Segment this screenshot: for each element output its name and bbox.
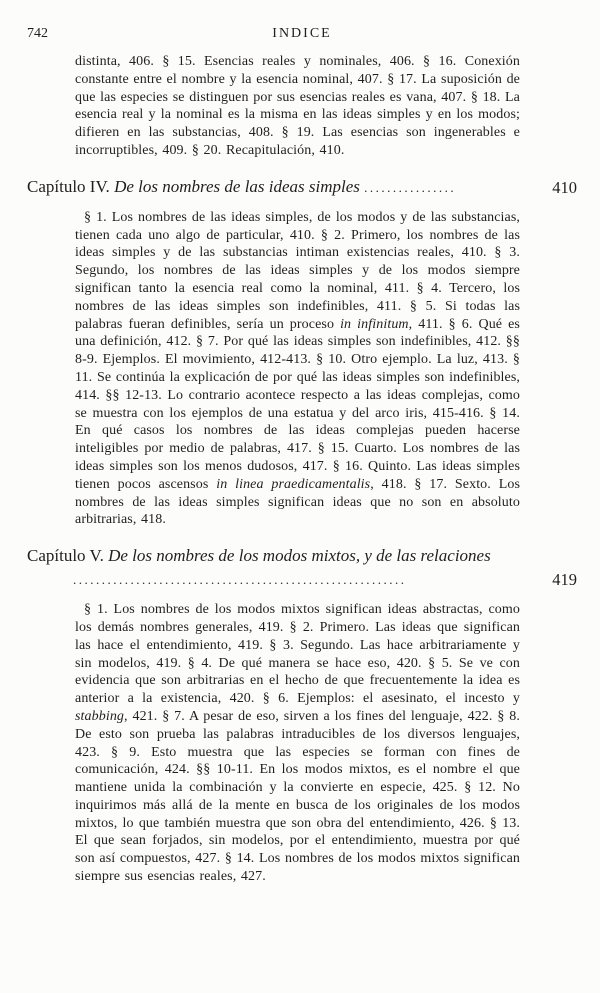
italic-text-run: in infinitum: [340, 316, 409, 332]
chapter-heading: [27, 544, 529, 591]
index-body: [0, 53, 600, 886]
chapter-entry: [27, 544, 577, 591]
text-run: distinta, 406. § 15. Esencias reales y nominales, 406. § 16. Conexión constante entre el nombre y la esencia nominal, 407. § 17. La suposición de que las especies se distinguen por sus esencias reales es vana, 407. § 18. La esencia real y la nominal es la misma en las ideas simples y en los modos; difieren en las substancias, 408. § 19. Las esencias son ingenerables e incorruptibles, 409. § 20. Recapitulación, 410.: [75, 54, 520, 158]
running-title: INDICE: [272, 26, 332, 41]
chapter-page-number: 410: [552, 177, 577, 197]
chapter-title: De los nombres de las ideas simples: [114, 176, 365, 196]
text-run: § 1. Los nombres de las ideas simples, de los modos y de las substancias, tienen cada uno algo de particular, 410. § 2. Primero, los nombres de las ideas simples y de las substancias intiman existencias reales, 410. § 3. Segundo, los nombres de las ideas simples y de los modos siempre significan tanto la esencia real como la nominal, 411. § 4. Tercero, los nombres de las ideas simples son indefinibles, 411. § 5. Si todas las palabras fueran definibles, sería un proceso: [75, 209, 520, 332]
chapter-entry: [27, 175, 577, 199]
chapter-page-number: 419: [552, 570, 577, 590]
chapter-label: Capítulo V.: [27, 546, 109, 566]
dot-leader: ................: [364, 179, 457, 195]
italic-text-run: stabbing: [75, 708, 125, 724]
chapter-title: De los nombres de los modos mixtos, y de las relaciones: [108, 546, 491, 566]
text-run: , 421. § 7. A pesar de eso, sirven a los fines del lenguaje, 422. § 8. De esto son prueba las palabras intraducibles de los diversos lenguajes, 423. § 9. Esto muestra que las especies se forman con fines de comunicación, 424. §§ 10-11. En los modos mixtos, es el nombre el que mantiene unida la combinación y la convierte en especie, 425. § 12. No inquirimos más allá de la mente en busca de los originales de los modos mixtos, lo que también muestra que son obra del entendimiento, 426. § 13. El que sean forjados, sin modelos, por el entendimiento, muestra por qué son así compuestos, 427. § 14. Los nombres de los modos mixtos significan siempre sus esencias reales, 427.: [75, 708, 520, 885]
text-run: § 1. Los nombres de los modos mixtos significan ideas abstractas, como los demás nombres generales, 419. § 2. Primero. Las ideas que significan las hace el entendimiento, 419. § 3. Segundo. Las hace arbitrariamente y sin modelos, 419. § 4. De qué manera se hace eso, 420. § 5. Se ve con evidencia que son arbitrarias en el hecho de que frecuentemente la idea es anterior a la existencia, 420. § 6. Ejemplos: el asesinato, el incesto y: [75, 602, 520, 707]
chapter-label: Capítulo IV.: [27, 176, 115, 196]
text-run: , 411. § 6. Qué es una definición, 412. § 7. Por qué las ideas simples son indefinibles, 412. §§ 8-9. Ejemplos. El movimiento, 412-413. § 10. Otro ejemplo. La luz, 413. § 11. Se continúa la explicación de por qué las ideas simples son indefinibles, 414. §§ 12-13. Lo contrario acontece respecto a las ideas complejas, como se muestra con los ejemplos de una estatua y del arco iris, 415-416. § 14. En qué casos los nombres de las ideas complejas pueden hacerse inteligibles por medio de palabras, 417. § 15. Cuarto. Los nombres de las ideas simples son los menos dudosos, 417. § 16. Quinto. Las ideas simples tienen pocos ascensos: [75, 316, 520, 492]
index-paragraph: [75, 209, 520, 529]
dot-leader: ..........................................................: [73, 572, 407, 588]
italic-text-run: in linea praedicamentalis: [216, 476, 371, 492]
page-header: [27, 26, 577, 46]
folio-number: 742: [27, 26, 48, 41]
chapter-heading: [27, 175, 529, 199]
index-paragraph: [75, 601, 520, 886]
index-paragraph: [75, 53, 520, 160]
text-run: , 418. § 17. Sexto. Los nombres de las ideas simples significan ideas que no son en absoluto arbitrarias, 418.: [75, 476, 520, 528]
